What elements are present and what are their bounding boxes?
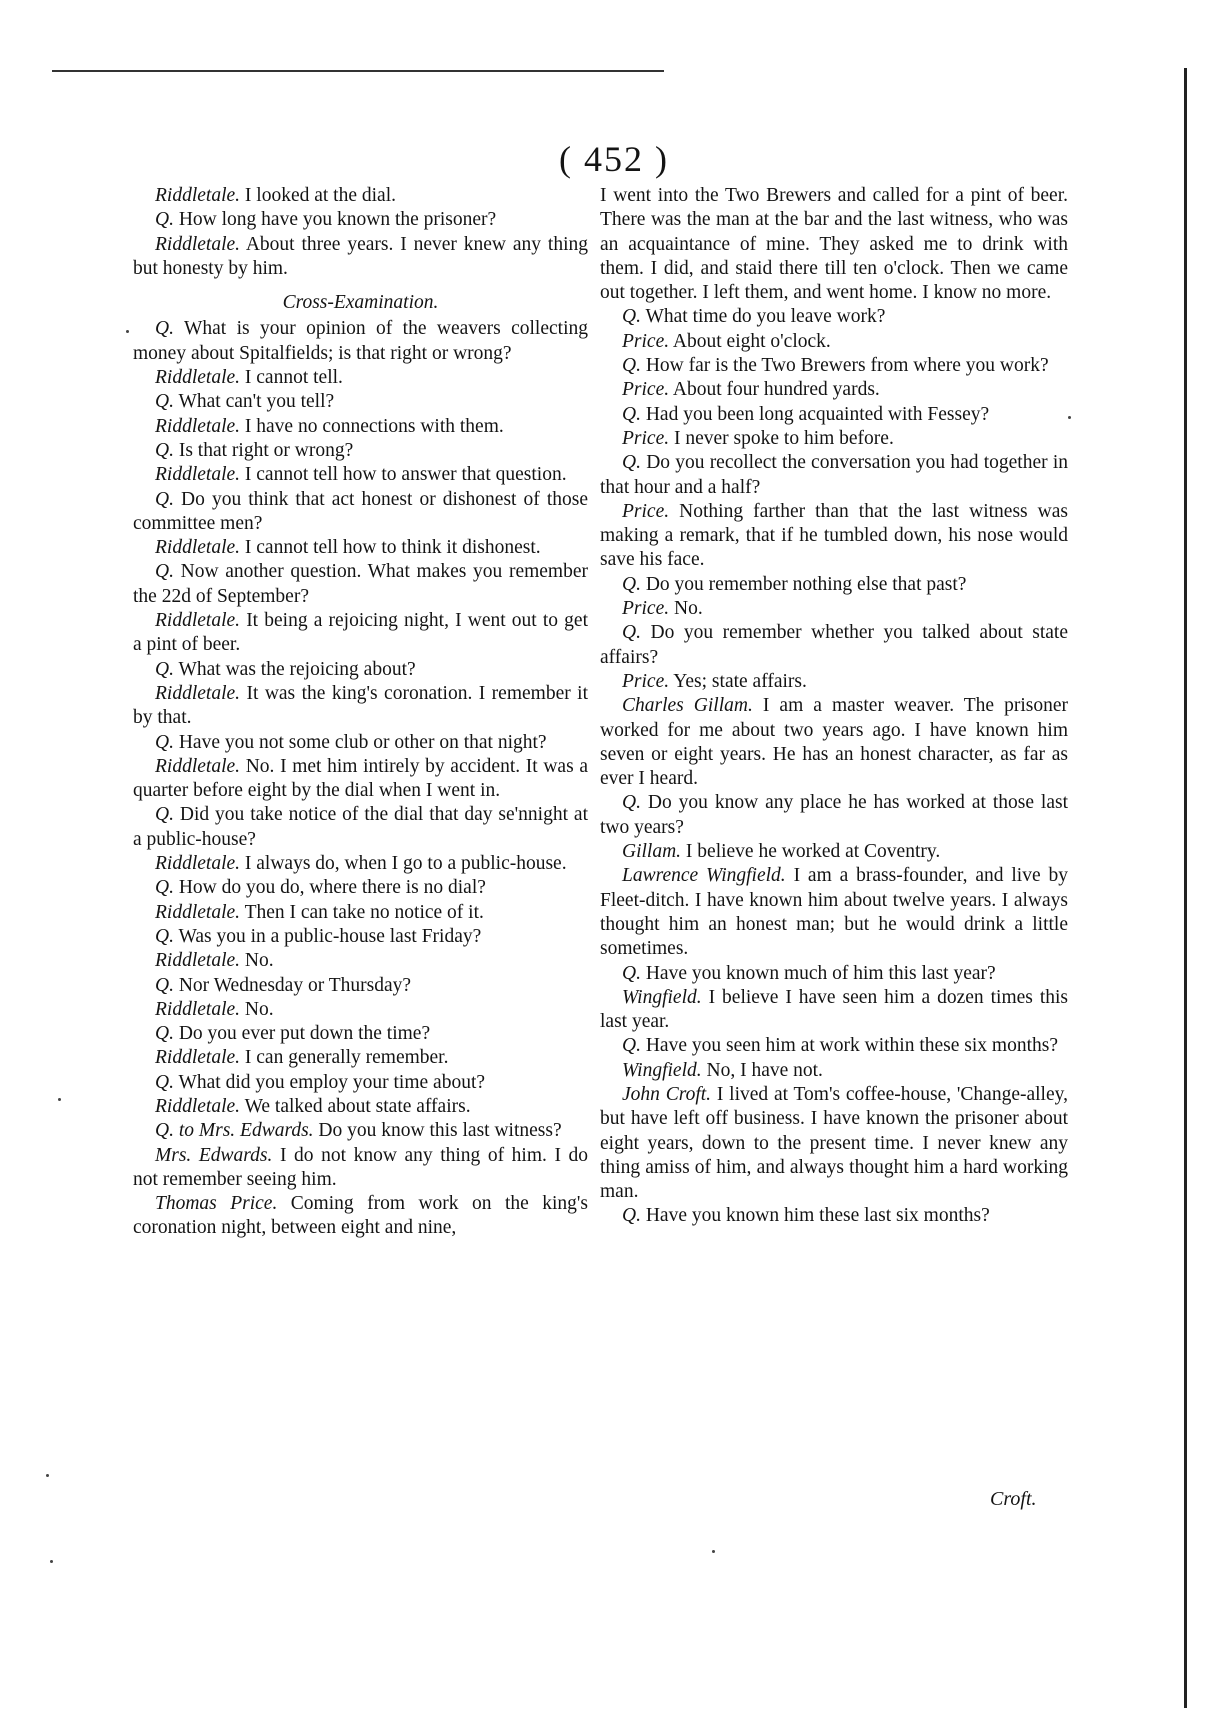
speaker-name: Riddletale.	[155, 233, 241, 255]
speaker-name: Riddletale.	[155, 901, 241, 923]
right-column	[600, 184, 1068, 1229]
speaker-name: Charles Gillam.	[622, 695, 753, 717]
speech-text: I lived at Tom's coffee-house, 'Change-alley, but have left off business. I have known the prisoner about eight years, down to the present time. I never knew any thing amiss of him, and always thought him a hard working man.	[600, 1083, 1068, 1203]
testimony-line	[133, 184, 588, 208]
speaker-name: Q. to Mrs. Edwards.	[155, 1120, 314, 1142]
speaker-name: Q.	[155, 391, 174, 413]
speech-text: I always do, when I go to a public-house.	[244, 853, 567, 875]
testimony-line	[133, 536, 588, 560]
speech-text: No.	[244, 950, 274, 972]
speaker-name: Q.	[155, 439, 174, 461]
left-column	[133, 184, 588, 1241]
speech-text: How long have you known the prisoner?	[178, 209, 497, 231]
testimony-line	[600, 451, 1068, 500]
speaker-name: Q.	[622, 962, 641, 984]
speaker-name: Riddletale.	[155, 464, 241, 486]
speaker-name: Q.	[155, 974, 174, 996]
testimony-line	[133, 463, 588, 487]
speaker-name: Mrs. Edwards.	[155, 1144, 273, 1166]
testimony-line	[600, 694, 1068, 791]
speech-text: Now another question. What makes you remember the 22d of September?	[133, 561, 588, 607]
speech-text: About four hundred yards.	[672, 379, 880, 401]
speech-text: What did you employ your time about?	[178, 1071, 486, 1093]
testimony-line	[600, 864, 1068, 961]
speech-text: Then I can take no notice of it.	[244, 901, 484, 923]
speaker-name: Riddletale.	[155, 853, 241, 875]
speech-text: No. I met him intirely by accident. It was a quarter before eight by the dial when I went in.	[133, 755, 588, 802]
speaker-name: Q.	[622, 622, 641, 644]
speech-text: No.	[244, 998, 274, 1020]
testimony-line	[133, 755, 588, 804]
testimony-line	[133, 949, 588, 973]
testimony-line	[133, 852, 588, 876]
speech-text: How do you do, where there is no dial?	[178, 877, 486, 899]
speaker-name: Q.	[155, 877, 174, 899]
speaker-name: Q.	[155, 561, 174, 583]
page-number: ( 452 )	[559, 139, 669, 179]
testimony-line	[133, 390, 588, 414]
speech-text: It was the king's coronation. I remember it by that.	[133, 682, 588, 729]
testimony-line	[133, 803, 588, 852]
testimony-line	[600, 354, 1068, 378]
speech-text: Did you take notice of the dial that day se'nnight at a public-house?	[133, 804, 589, 850]
speaker-name: Q.	[155, 488, 174, 510]
speech-text: What was the rejoicing about?	[178, 658, 416, 680]
speech-text: We talked about state affairs.	[244, 1095, 471, 1117]
testimony-line	[600, 500, 1068, 573]
print-speck	[712, 1550, 715, 1553]
testimony-line	[600, 378, 1068, 402]
speech-text: I do not know any thing of him. I do not remember seeing him.	[133, 1144, 589, 1190]
speaker-name: Riddletale.	[155, 950, 241, 972]
speaker-name: Price.	[622, 427, 670, 449]
speech-text: Do you remember whether you talked about state affairs?	[600, 622, 1068, 668]
speaker-name: Q.	[155, 1071, 174, 1093]
testimony-line	[600, 184, 1068, 305]
speech-text: I cannot tell how to think it dishonest.	[244, 537, 541, 559]
speaker-name: John Croft.	[622, 1083, 712, 1105]
speech-text: Nothing farther than that the last witness was making a remark, that if he tumbled down, his nose would save his face.	[600, 500, 1068, 571]
speaker-name: Wingfield.	[622, 986, 702, 1008]
speech-text: I am a brass-founder, and live by Fleet-ditch. I have known him about twelve years. I always thought him an honest man; but he would drink a little sometimes.	[600, 865, 1068, 960]
speaker-name: Q.	[155, 804, 174, 826]
speech-text: I cannot tell how to answer that question.	[244, 464, 567, 486]
speech-text: About three years. I never knew any thing but honesty by him.	[133, 233, 588, 279]
testimony-line	[600, 621, 1068, 670]
testimony-line	[600, 427, 1068, 451]
speech-text: I never spoke to him before.	[673, 427, 894, 449]
testimony-line	[133, 609, 588, 658]
print-speck	[1068, 416, 1071, 419]
speech-text: I can generally remember.	[244, 1047, 449, 1069]
speaker-name: Q.	[155, 658, 174, 680]
print-speck	[126, 330, 129, 333]
speaker-name: Price.	[622, 670, 670, 692]
testimony-line	[133, 1192, 588, 1241]
testimony-line	[600, 840, 1068, 864]
testimony-line	[133, 317, 588, 366]
speaker-name: Q.	[622, 452, 641, 474]
speaker-name: Riddletale.	[155, 1047, 241, 1069]
speaker-name: Q.	[155, 1023, 174, 1045]
speaker-name: Riddletale.	[155, 610, 241, 632]
testimony-line	[600, 962, 1068, 986]
testimony-line	[133, 682, 588, 731]
testimony-line	[133, 998, 588, 1022]
speaker-name: Price.	[622, 379, 670, 401]
print-speck	[50, 1560, 53, 1563]
speech-text: I believe I have seen him a dozen times this last year.	[600, 986, 1069, 1033]
speaker-name: Wingfield.	[622, 1059, 702, 1081]
speech-text: I am a master weaver. The prisoner worked for me about two years ago. I have known him seven or eight years. He has an honest character, as far as ever I heard.	[600, 695, 1069, 790]
speech-text: Do you remember nothing else that past?	[645, 573, 967, 595]
testimony-line	[600, 330, 1068, 354]
speech-text: Yes; state affairs.	[673, 670, 807, 692]
speaker-name: Price.	[622, 500, 670, 522]
testimony-line	[133, 876, 588, 900]
speech-text: Have you not some club or other on that night?	[178, 731, 547, 753]
testimony-line	[600, 305, 1068, 329]
testimony-line	[133, 233, 588, 282]
speaker-name: Lawrence Wingfield.	[622, 865, 786, 887]
testimony-line	[133, 1119, 588, 1143]
speech-text: No, I have not.	[706, 1059, 823, 1081]
testimony-line	[133, 1144, 588, 1193]
speaker-name: Riddletale.	[155, 367, 241, 389]
testimony-line	[600, 1204, 1068, 1228]
testimony-line	[133, 366, 588, 390]
speech-text: I went into the Two Brewers and called for a pint of beer. There was the man at the bar and the last witness, who was an acquaintance of mine. They asked me to drink with them. I did, and staid there till ten o'clock. Then we came out together. I left them, and went home. I know no more.	[600, 185, 1068, 304]
speaker-name: Riddletale.	[155, 682, 241, 704]
speaker-name: Price.	[622, 330, 670, 352]
speech-text: Do you recollect the conversation you had together in that hour and a half?	[600, 452, 1068, 498]
section-heading: Cross-Examination.	[282, 292, 439, 314]
speaker-name: Price.	[622, 598, 670, 620]
speech-text: What can't you tell?	[178, 391, 335, 413]
speech-text: I cannot tell.	[244, 367, 343, 389]
testimony-line	[600, 670, 1068, 694]
testimony-line	[133, 488, 588, 537]
speech-text: I have no connections with them.	[244, 415, 504, 437]
print-speck	[58, 1098, 61, 1101]
speech-text: Do you know any place he has worked at those last two years?	[600, 792, 1068, 838]
testimony-line	[133, 731, 588, 755]
speaker-name: Riddletale.	[155, 415, 241, 437]
speech-text: Is that right or wrong?	[178, 439, 354, 461]
testimony-line	[600, 1059, 1068, 1083]
testimony-line	[600, 1034, 1068, 1058]
speech-text: Nor Wednesday or Thursday?	[178, 974, 412, 996]
speaker-name: Riddletale.	[155, 537, 241, 559]
testimony-line	[600, 403, 1068, 427]
speaker-name: Q.	[622, 1035, 641, 1057]
speaker-name: Gillam.	[622, 841, 682, 863]
speaker-name: Q.	[622, 355, 641, 377]
top-rule	[52, 70, 664, 72]
print-speck	[46, 1474, 49, 1477]
testimony-line	[133, 658, 588, 682]
testimony-line	[133, 1046, 588, 1070]
speech-text: Have you known him these last six months?	[645, 1205, 990, 1227]
speech-text: What is your opinion of the weavers collecting money about Spitalfields; is that right or wrong?	[133, 318, 588, 364]
speech-text: Do you think that act honest or dishonest of those committee men?	[133, 488, 589, 534]
speech-text: No.	[673, 598, 703, 620]
testimony-line	[600, 986, 1068, 1035]
testimony-line	[133, 1071, 588, 1095]
speech-text: Do you ever put down the time?	[178, 1023, 431, 1045]
speech-text: I believe he worked at Coventry.	[685, 841, 941, 863]
speaker-name: Riddletale.	[155, 1095, 241, 1117]
testimony-line	[133, 925, 588, 949]
speech-text: Have you seen him at work within these six months?	[645, 1035, 1058, 1057]
testimony-line	[133, 208, 588, 232]
speech-text: I looked at the dial.	[244, 185, 396, 206]
speaker-name: Q.	[622, 573, 641, 595]
testimony-line	[133, 560, 588, 609]
speaker-name: Riddletale.	[155, 755, 241, 777]
testimony-line	[600, 791, 1068, 840]
testimony-line	[133, 1095, 588, 1119]
testimony-line	[133, 974, 588, 998]
testimony-line	[133, 439, 588, 463]
speaker-name: Riddletale.	[155, 998, 241, 1020]
speaker-name: Riddletale.	[155, 185, 241, 206]
speech-text: What time do you leave work?	[645, 306, 886, 328]
speech-text: Have you known much of him this last year?	[645, 962, 996, 984]
testimony-line	[133, 415, 588, 439]
speaker-name: Q.	[155, 209, 174, 231]
speech-text: Coming from work on the king's coronation night, between eight and nine,	[133, 1193, 589, 1239]
speech-text: It being a rejoicing night, I went out to get a pint of beer.	[133, 610, 589, 656]
testimony-line	[133, 901, 588, 925]
speaker-name: Q.	[622, 403, 641, 425]
speaker-name: Thomas Price.	[155, 1193, 278, 1215]
speech-text: How far is the Two Brewers from where you work?	[645, 355, 1049, 377]
speech-text: Was you in a public-house last Friday?	[178, 925, 482, 947]
speaker-name: Q.	[622, 792, 641, 814]
testimony-line	[600, 1083, 1068, 1204]
speaker-name: Q.	[622, 1205, 641, 1227]
catchword: Croft.	[990, 1488, 1037, 1510]
speaker-name: Q.	[155, 318, 174, 340]
page-edge-rule	[1184, 68, 1187, 1708]
speech-text: About eight o'clock.	[672, 330, 831, 352]
testimony-line	[600, 597, 1068, 621]
speaker-name: Q.	[155, 925, 174, 947]
speech-text: Had you been long acquainted with Fessey?	[645, 403, 990, 425]
speech-text: Do you know this last witness?	[318, 1120, 562, 1142]
testimony-line	[600, 573, 1068, 597]
speaker-name: Q.	[622, 306, 641, 328]
testimony-line	[133, 1022, 588, 1046]
speaker-name: Q.	[155, 731, 174, 753]
